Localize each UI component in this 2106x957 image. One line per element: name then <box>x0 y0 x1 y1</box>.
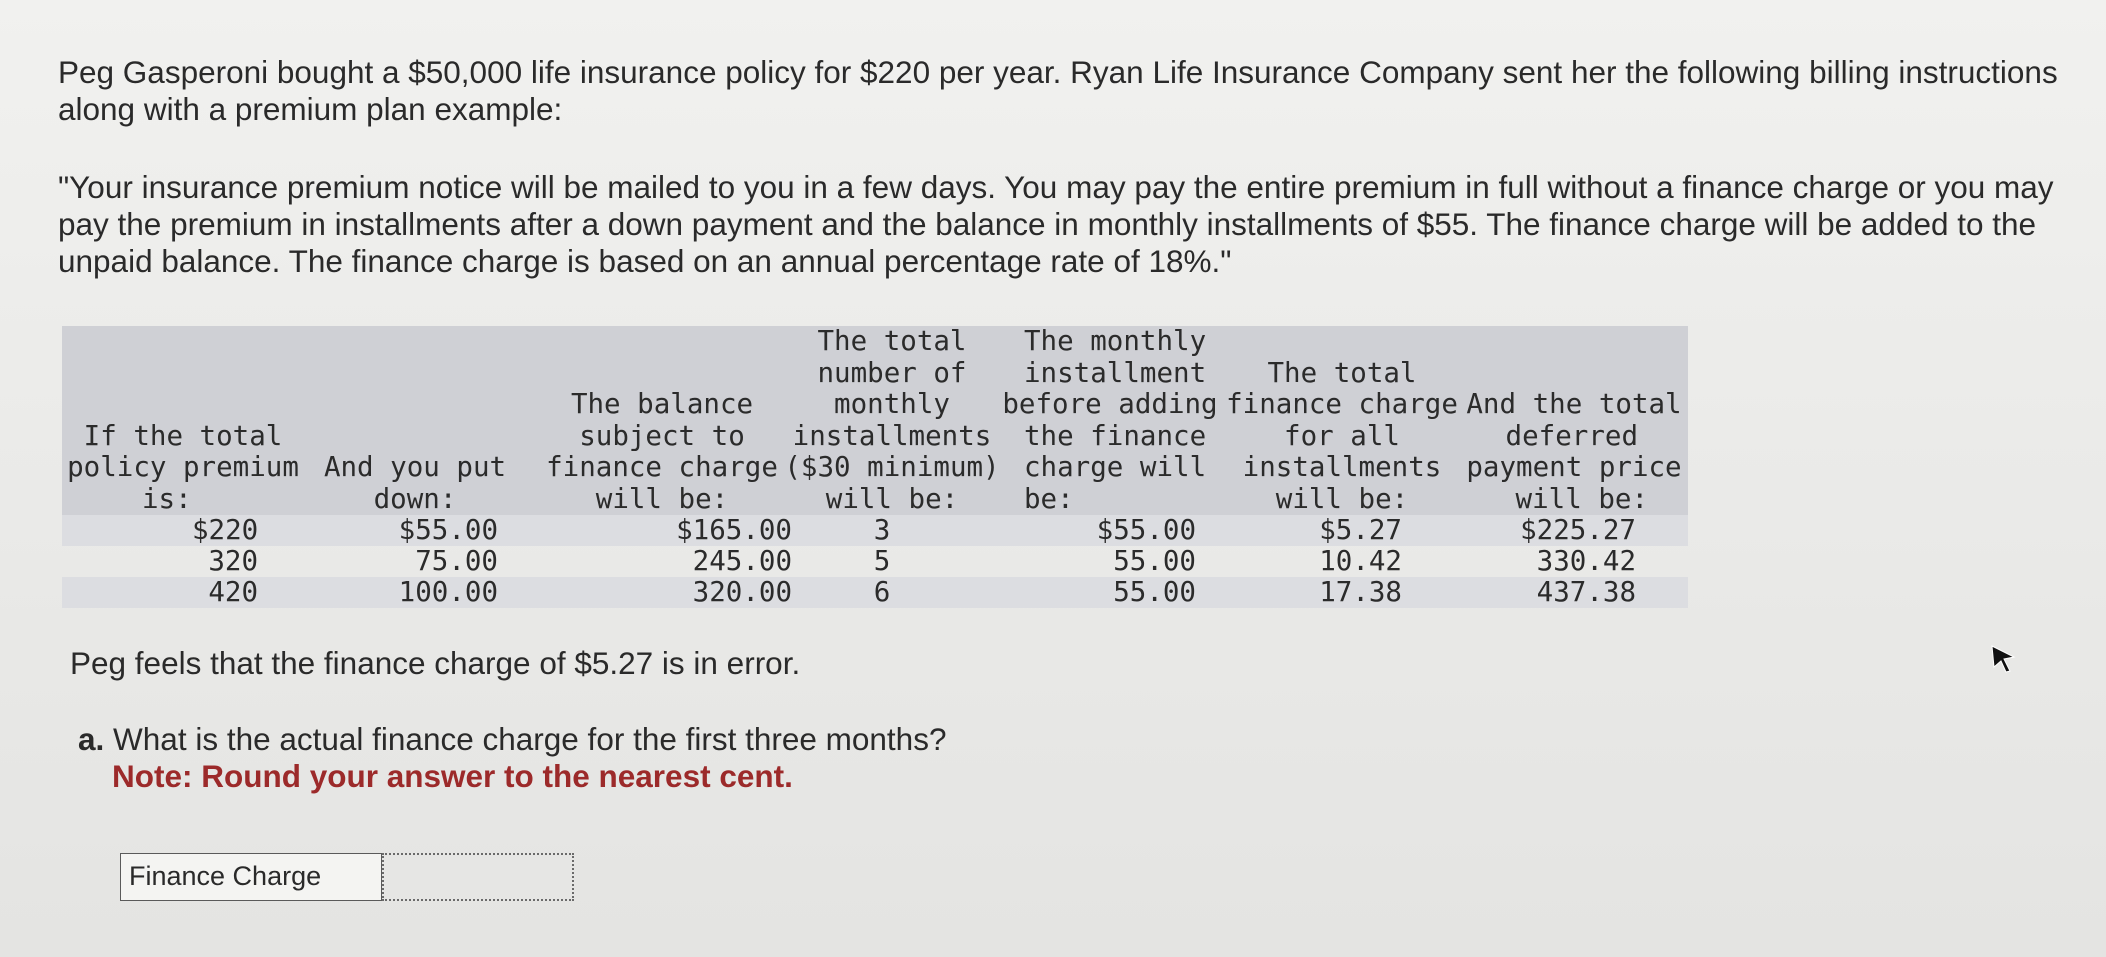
header-balance: The balance subject to finance charge will be: <box>546 388 778 515</box>
table-cell: $55.00 <box>1096 514 1196 546</box>
header-total-finance-charge: The total finance charge for all installments will be: <box>1226 356 1458 515</box>
table-cell: 420 <box>208 576 258 608</box>
header-down-payment: And you put down: <box>323 451 507 515</box>
rounding-note: Note: Round your answer to the nearest cent. <box>112 758 793 794</box>
question-a <box>78 721 946 758</box>
table-cell: $220 <box>192 514 259 546</box>
header-total-policy-premium: If the total policy premium is: <box>67 419 299 515</box>
header-deferred-payment-price: And the total deferred payment price will be: <box>1466 388 1682 515</box>
table-cell: 437.38 <box>1536 576 1636 608</box>
table-cell: 245.00 <box>692 545 792 577</box>
finance-charge-label: Finance Charge <box>120 853 382 901</box>
header-number-of-installments: The total number of monthly installments ($30 minimum) will be: <box>784 325 1000 515</box>
table-cell: $165.00 <box>676 514 792 546</box>
peg-note: Peg feels that the finance charge of $5.27 is in error. <box>70 645 801 681</box>
question-text: What is the actual finance charge for the first three months? <box>113 721 947 757</box>
table-cell: 5 <box>873 545 891 577</box>
question-label: a. <box>78 721 105 757</box>
table-cell: 320 <box>208 545 258 577</box>
table-cell: 55.00 <box>1113 545 1196 577</box>
table-cell: $55.00 <box>398 514 498 546</box>
problem-intro: Peg Gasperoni bought a $50,000 life insurance policy for $220 per year. Ryan Life Insurance Company sent her the following billing instructions along with a premium plan example: <box>58 54 2058 127</box>
header-monthly-installment: The monthly installment before adding the finance charge will be: <box>1002 325 1218 515</box>
table-cell: 17.38 <box>1319 576 1402 608</box>
table-cell: 320.00 <box>692 576 792 608</box>
mouse-pointer-icon <box>1990 643 2018 673</box>
finance-charge-input[interactable] <box>382 853 574 901</box>
table-cell: 75.00 <box>415 545 498 577</box>
finance-charge-answer-row <box>120 853 574 901</box>
table-cell: 330.42 <box>1536 545 1636 577</box>
billing-instructions-quote: "Your insurance premium notice will be mailed to you in a few days. You may pay the entire premium in full without a finance charge or you may pay the premium in installments after a down payment and the balance in monthly installments of $55. The finance charge will be added to the unpaid balance. The finance charge is based on an annual percentage rate of 18%." <box>58 169 2054 279</box>
table-cell: 55.00 <box>1113 576 1196 608</box>
table-cell: $5.27 <box>1319 514 1402 546</box>
table-cell: $225.27 <box>1520 514 1636 546</box>
table-cell: 6 <box>873 576 891 608</box>
table-cell: 10.42 <box>1319 545 1402 577</box>
table-cell: 3 <box>873 514 891 546</box>
table-cell: 100.00 <box>398 576 498 608</box>
